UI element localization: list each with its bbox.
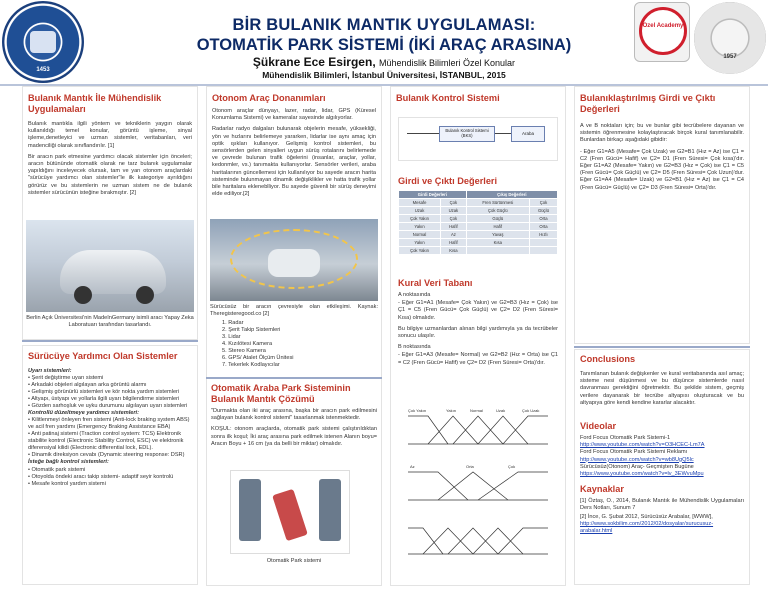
graph-label: Çok xyxy=(508,464,516,469)
section-heading-conclusions: Conclusions xyxy=(580,354,636,364)
table-cell: Kısa xyxy=(466,239,529,247)
optional-systems-list xyxy=(28,467,192,488)
video-2-link[interactable]: http://www.youtube.com/watch?v=wb8UgQ5lc xyxy=(580,456,694,463)
table-row xyxy=(399,207,558,215)
academy-logo-text: Ozel Academy xyxy=(642,23,684,29)
table-cell xyxy=(529,239,557,247)
table-cell: Hızlı xyxy=(529,231,557,239)
autonomous-car-image xyxy=(26,220,194,312)
list-item: • Arkadaki objeleri algılayan arka görüntü alarmı xyxy=(28,382,147,389)
section-heading-fuzzified: Bulanıklaştırılmış Girdi ve Çıktı Değerleri xyxy=(580,93,716,114)
engineering-para-2: Bir aracın park etmesine yardımcı olacak sistemler için önceleri; aracın bütününde otomatik olarak ne tarz bulanık uygulamalar yapıldığını inceleyecek olursak, tam ve yarı otonom araçlardaki "sürücüye yardımcı olan sistemler"le ilk kategoriye ayrıldığını görürüz ve bu sistemlerin ne uzman sistem ne de bulanık sistemler sürücünün isteğine bırakmıştır. [2] xyxy=(28,153,192,196)
parking-diagram-caption: Otomatik Park sistemi xyxy=(266,558,322,564)
table-row xyxy=(399,239,558,247)
io-values-table xyxy=(398,190,558,255)
table-row xyxy=(399,215,558,223)
list-item: • Kilitlenmeyi önleyen fren sistemi (Anti-lock braking system ABS) ve acil fren yardımı (Emergency Braking Assistance EBA) xyxy=(28,417,190,431)
sensor-range-icon xyxy=(230,229,358,289)
list-item: • Altyapı, üstyapı ve yollarla ilgili uyarı bilgilendirme sistemleri xyxy=(28,396,180,403)
graph-label: Yakın xyxy=(446,408,456,413)
table-cell: Orta xyxy=(529,215,557,223)
table-cell: Hafif xyxy=(441,239,467,247)
list-item: 7. Tekerlek Kodlayıcılar xyxy=(222,362,280,368)
reference-2: [2] İnce, G. Şubat 2012, Sürücüsüz Arabalar, [WWW], xyxy=(580,513,713,520)
divider xyxy=(22,340,198,342)
list-item: 1. Radar xyxy=(222,320,244,326)
section-heading-hardware: Otonom Araç Donanımları xyxy=(212,93,326,103)
rule-a-text: - Eğer G1=A1 (Mesafe= Çok Yakın) ve G2=B3 (Hız = Çok) ise Ç1 = C5 (Fren Gücü= Çok Güçlü) ve Ç2= D2 (Fren Süresi= Kısa) olmalıdır. xyxy=(398,300,558,321)
table-cell: Yakın xyxy=(399,239,441,247)
table-cell: Mesafe xyxy=(399,199,441,207)
column-4-bottom xyxy=(574,349,750,585)
output-arrow-icon xyxy=(495,133,511,134)
divider xyxy=(574,346,750,348)
fuzzy-solution-para-1: "Durmakta olan iki araç arasına, başka bir aracın park edilmesini sağlayan bulanık kontrol sistemi" tasarlanmak istenmektedir. xyxy=(211,408,377,422)
control-block-diagram xyxy=(398,117,558,161)
graph-label: Çok Yakın xyxy=(408,408,427,413)
section-heading-engineering: Bulanık Mantık İle Mühendislik Uygulamaları xyxy=(28,93,162,114)
table-cell: Az xyxy=(441,231,467,239)
table-cell: Kısa xyxy=(441,247,467,255)
reference-2-link[interactable]: http://www.sokbilim.com/2012/02/dosyalar/surucusuz-arabalar.html xyxy=(580,520,714,535)
graph-label: Normal xyxy=(470,408,483,413)
engineering-para-1: Bulanık mantıkla ilgili yöntem ve tekniklerin yaygın olarak kullanıldığı temel konular, görüntü işleme, sinyal işleme,denetleyici ve uzman sistemler, veritabanları, veri madenciliği olarak sınıflandırılır. [1] xyxy=(28,121,192,149)
membership-function-graphs xyxy=(398,404,558,576)
car-image-caption: Berlin Açık Üniversitesi'nin MadeInGermany isimli aracı Yapay Zeka Laboratuarı tarafından tasarlandı. xyxy=(26,315,194,328)
list-item: 3. Lidar xyxy=(222,334,241,340)
section-heading-videos: Videolar xyxy=(580,421,617,432)
input-arrow-icon xyxy=(407,133,439,134)
warning-systems-subheading: Uyarı sistemleri: xyxy=(28,368,72,374)
table-cell: Yakın xyxy=(399,223,441,231)
video-3-title: Sürücüsüz(Otonom) Araç- Geçmişten Bugüne xyxy=(580,463,694,470)
rule-b-text: - Eğer G1=A3 (Mesafe= Normal) ve G2=B2 (Hız = Orta) ise Ç1 = C2 (Fren Gücü= Hafif) ve Ç2= D2 (Fren Süresi= Orta)'dır. xyxy=(398,352,558,366)
video-3-link[interactable]: https://www.youtube.com/watch?v=lv_3EWvuMpu xyxy=(580,471,704,478)
engineering-text xyxy=(28,121,192,197)
hardware-text xyxy=(212,108,376,198)
table-cell: Fren Sürtünmesi xyxy=(466,199,529,207)
bks-block: Bulanık Kontrol Sistemi (BKS) xyxy=(439,126,495,142)
rule-a-title: A noktasında xyxy=(398,292,431,298)
university-logo-year: 1453 xyxy=(36,67,50,73)
warning-systems-list xyxy=(28,375,192,410)
rule-b-title: B noktasında xyxy=(398,344,431,351)
table-cell: Çok Yakın xyxy=(399,215,441,223)
table-header-cell: Girdi Değerleri xyxy=(399,191,467,199)
section-heading-rule-base: Kural Veri Tabanı xyxy=(398,278,473,288)
poster-title-line2: OTOMATİK PARK SİSTEMİ (İKİ ARAÇ ARASINA) xyxy=(196,36,572,54)
car-wheel-icon xyxy=(74,286,92,304)
video-2-title: Ford Focus Otomatik Park Sistemi Reklamı xyxy=(580,449,688,456)
hardware-list xyxy=(222,320,372,369)
table-cell: Uzak xyxy=(399,207,441,215)
section-heading-driver-assist: Sürücüye Yardımcı Olan Sistemler xyxy=(28,351,178,361)
author-line xyxy=(0,55,768,69)
list-item: • Otomatik park sistemi xyxy=(28,466,86,473)
table-cell: Yavaş xyxy=(466,231,529,239)
table-cell: Uzak xyxy=(441,207,467,215)
list-item: • Şerit değiştirme uyarı sistemi xyxy=(28,375,104,382)
table-cell: Çok xyxy=(441,199,467,207)
parking-diagram xyxy=(230,470,350,554)
list-item: • Otoyolda öndeki aracı takip sistemi- adaptif seyir kontrolü xyxy=(28,473,174,480)
list-item: • Mesafe kontrol yardım sistemi xyxy=(28,480,106,487)
table-row xyxy=(399,199,558,207)
fuzzified-para-2: - Eğer G1=A5 (Mesafe= Çok Uzak) ve G2=B1 (Hız = Az) ise Ç1 = C2 (Fren Gücü= Hafif) ve Ç2= D1 (Fren Süresi= Çok kısa)'dır. Eğer G1=A2 (Mesafe= Yakın) ve G2=B3 (Hız = Çok) ise Ç1 = C5 (Fren Gücü= Çok Güçlü) ve Ç2= D5 (Fren Süresi= Çok Uzun)'dur. Eğer G1=A4 (Mesafe= Uzak) ve G2=B1 (Hız = Az) ise Ç1 = C4 (Fren Gücü= Güçlü) ve Ç2= D3 (Fren Süresi= Orta)'dır. xyxy=(580,148,744,191)
list-item: 2. Şerit Takip Sistemleri xyxy=(222,327,281,333)
optional-systems-subheading: İsteğe bağlı kontrol sistemleri: xyxy=(28,459,109,466)
table-cell: Hafif xyxy=(466,223,529,231)
sensor-image-caption: Sürücüsüz bir aracın çevresiyle olan etkileşimi. Kaynak: Theregisteregood.co [2] xyxy=(210,304,378,318)
references-list xyxy=(580,498,744,535)
parked-car-icon xyxy=(239,479,261,541)
car-block: Araba xyxy=(511,126,545,142)
list-item: 6. GPS/ Atalet Ölçüm Ünitesi xyxy=(222,355,294,361)
table-cell: Çok Güçlü xyxy=(466,207,529,215)
sensor-interaction-image xyxy=(210,219,378,301)
table-cell: Hafif xyxy=(441,223,467,231)
divider xyxy=(206,377,382,379)
rule-note: Bu bilgiye uzmanlardan alınan bilgi yardımıyla ya da tecrübeler sonucu ulaşılır. xyxy=(398,325,558,340)
parking-car-icon xyxy=(272,489,308,541)
graph-label: Uzak xyxy=(496,408,506,413)
list-item: 5. Stereo Kamera xyxy=(222,348,266,354)
videos-list xyxy=(580,435,744,478)
table-cell: Güçlü xyxy=(529,207,557,215)
fuzzy-solution-text xyxy=(211,408,377,452)
reference-1: [1] Öztaş, O., 2014, Bulanık Mantık ile Mühendislik Uygulamaları Ders Notları, Sunum 7 xyxy=(580,498,744,512)
fuzzified-text xyxy=(580,123,744,192)
table-cell: Çok Yakın xyxy=(399,247,441,255)
column-1-bottom xyxy=(22,345,198,585)
table-row xyxy=(399,247,558,255)
video-1-title: Ford Focus Otomatik Park Sistemi-1 xyxy=(580,435,671,442)
hardware-para-1: Otonom araçlar dünyayı, lazer, radar, lidar, GPS (Küresel Konumlama Sistemi) ve kameralar sayesinde algılıyorlar. xyxy=(212,108,376,122)
column-4-top xyxy=(574,86,750,344)
author-name: Şükrane Ece Esirgen, xyxy=(252,55,376,69)
list-item: • Gelişmiş görünürlü sistemleri ve kör nokta yardım sistemleri xyxy=(28,389,180,396)
control-systems-subheading: Kontrollü düzeltmeye yardımcı sistemleri: xyxy=(28,410,139,417)
list-item: • Anti patinaj sistemi (Traction control system: TCS) Elektronik stabilite kontrol (Electronic Stability Control, ESC) ve elektronik diferensiyal kilidi (Electronic differential lock, EDL). xyxy=(28,431,184,452)
rule-base-text xyxy=(398,292,558,371)
graph-label: Az xyxy=(410,464,415,469)
graph-label: Orta xyxy=(466,464,474,469)
poster-title-line1: BİR BULANIK MANTIK UYGULAMASI: xyxy=(232,16,536,34)
fuzzy-solution-para-2: KOŞUL: otonom araçlarda, otomatik park sistemi çalıştırıldıktan sonra ilk koşul; İki araç arasına park edilmek istenen Alanın boyu= Aracın Boyu + 16 cm (ya da belli bir miktar) olmalıdır. xyxy=(211,426,377,447)
table-cell: Normal xyxy=(399,231,441,239)
graph-label: Çok Uzak xyxy=(522,408,540,413)
video-1-link[interactable]: http://www.youtube.com/watch?v=O3HCEC-Lm7A xyxy=(580,442,705,449)
section-heading-fuzzy-solution: Otomatik Araba Park Sisteminin Bulanık Mantık Çözümü xyxy=(211,383,351,404)
table-header-cell: Çıkış Değerleri xyxy=(466,191,557,199)
table-row xyxy=(399,231,558,239)
list-item: • Dinamik direksiyon cevabı (Dynamic steering response: DSR) xyxy=(28,452,185,459)
university-line: Mühendislik Bilimleri, İstanbul Üniversitesi, İSTANBUL, 2015 xyxy=(262,70,506,80)
section-heading-io-values: Girdi ve Çıktı Değerleri xyxy=(398,176,498,186)
author-affiliation: Mühendislik Bilimleri Özel Konular xyxy=(379,58,516,68)
table-cell: Çok xyxy=(529,199,557,207)
section-heading-references: Kaynaklar xyxy=(580,484,624,495)
section-heading-control-system: Bulanık Kontrol Sistemi xyxy=(396,93,500,103)
table-cell: Orta xyxy=(529,223,557,231)
fuzzified-para-1: A ve B noktaları için; bu ve bunlar gibi tecrübelere dayanan ve sistemin öğrenmesine kolaylaştıracak birçok kural tanımlanabilir. Bunlardan birkaçı aşağıdaki gibidir: xyxy=(580,123,744,144)
seal-logo-year: 1957 xyxy=(723,54,737,60)
parked-car-icon xyxy=(319,479,341,541)
hardware-para-2: Radarlar radyo dalgaları bulunarak objelerin mesafe, yüksekliği, yön ve hızlarını belirlemeye yararken, lidarlar ise aynı amaç için optik ışıkları kullanıyor. Gelişmiş kontrol sistemleri, bu sensörlerden gelen sinyalleri uygun sürüş rotalarını belirlemede ve çevrede bulunan trafik öğelerini (insanlar, araçlar, yollar, kedonmler, vs.) tanımakta kullanıyorlar. Sensörler verileri, araba haritalarının güncellemesi için kullanılıyor bu sayede aracın harita sisteminde bulunmayan dinamik değişiklikler ve hatta trafik yollar bile haritalara ekleneblliyor. Bu sayede güvenli bir sürüş deneyimi elde ediliyor.[2] xyxy=(212,126,376,198)
control-systems-list xyxy=(28,417,192,459)
conclusions-text: Tanımlanan bulanık değişkenler ve kural veritabanında asıl amaç; sisteme nesi düşünmesi ve bu düşünce sistemlerde nasıl davranması gerektiğini öğretmektir. Bu şekilde sistem, geçmiş verilere dayanarak bir tecrübe altyapısı oluşturacak ve bu altyapıya göre kendi kendine kararlar alacaktır. xyxy=(580,371,744,406)
car-wheel-icon xyxy=(136,286,154,304)
list-item: 4. Kızılötesi Kamera xyxy=(222,341,273,347)
table-cell xyxy=(529,247,557,255)
table-cell: Güçlü xyxy=(466,215,529,223)
table-cell: Çok xyxy=(441,215,467,223)
table-cell xyxy=(466,247,529,255)
list-item: • Gözden sarhoşluk ve uyku durumunu algılayan uyarı sistemleri xyxy=(28,403,188,410)
